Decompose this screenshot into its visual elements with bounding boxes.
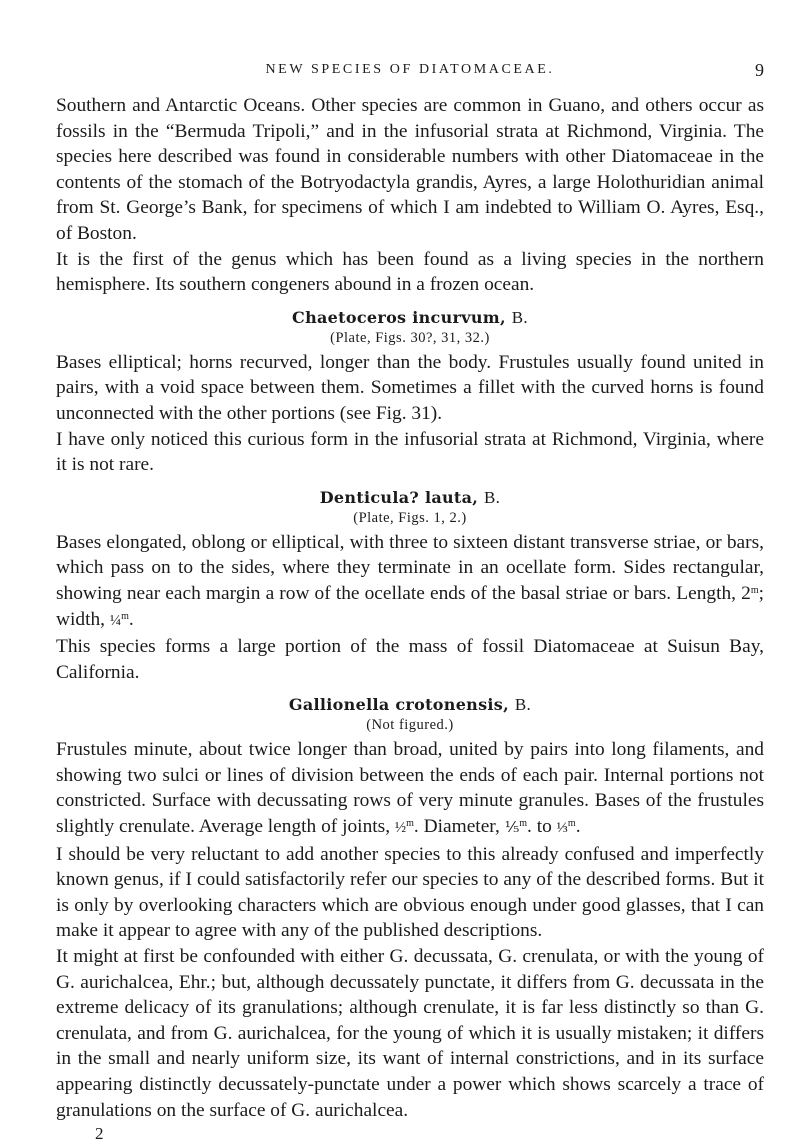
chaetoceros-paragraph-1: Bases elliptical; horns recurved, longer than the body. Frustules usually found united in pairs, with a void space between them. Sometimes a fillet with the curved horns is found unconnected with the other portions (see Fig. 31). [56,351,764,424]
body-text [56,93,764,1145]
chaetoceros-paragraph-2: I have only noticed this curious form in the infusorial strata at Richmond, Virginia, where it is not rare. [56,428,764,476]
plate-reference: (Plate, Figs. 1, 2.) [353,509,467,526]
species-heading-denticula [56,487,764,508]
plate-reference: (Plate, Figs. 30?, 31, 32.) [330,329,490,346]
denticula-paragraph-2: This species forms a large portion of the mass of fossil Diatomaceae at Suisun Bay, California. [56,636,764,683]
page-number: 9 [755,60,764,80]
printer-signature: 2 [95,1124,104,1144]
intro-paragraph-1: Southern and Antarctic Oceans. Other species are common in Guano, and others occur as fossils in the “Bermuda Tripoli,” and in the infusorial strata at Richmond, Virginia. The species here described was found in considerable numbers with other Diatomaceae in the contents of the stomach of the Botryodactyla grandis, Ayres, a large Holothuridian animal from St. George’s Bank, for specimens of which I am indebted to William O. Ayres, Esq., of Boston. [56,95,764,244]
species-author: B. [484,487,501,507]
species-heading-chaetoceros [56,307,764,328]
gallionella-paragraph-1: Frustules minute, about twice longer than broad, united by pairs into long filaments, and showing two sulci or lines of division between the ends of each pair. Internal portions not constricted. Surface with decussating rows of very minute granules. Bases of the frustules slightly crenulate. Average length of joints, ½$^m$. Diameter, ⅕$^m$. to ⅓$^m$. [56,739,764,838]
gallionella-paragraph-2: I should be very reluctant to add another species to this already confused and imperfectly known genus, if I could satisfactorily refer our species to any of the described forms. But it is only by overlooking characters which are obvious enough under good glasses, that I can make it appear to agree with any of the published descriptions. [56,843,764,942]
running-title: NEW SPECIES OF DIATOMACEAE. [265,62,555,77]
species-author: B. [514,695,532,715]
plate-reference: (Not figured.) [366,717,454,734]
species-author: B. [511,307,528,327]
species-heading-gallionella [56,694,764,715]
running-head [56,62,764,86]
intro-paragraph-2: It is the first of the genus which has been found as a living species in the northern hemisphere. Its southern congeners abound in a frozen ocean. [56,248,764,296]
gallionella-paragraph-3: It might at first be confounded with either G. decussata, G. crenulata, or with the young of G. aurichalcea, Ehr.; but, although decussately punctate, it differs from G. decussata in the extreme delicacy of its granulations; although crenulate, it is far less distinctly so than G. crenulata, and from G. aurichalcea, for the young of which it is usually mistaken; it differs in the small and nearly uniform size, its want of internal constrictions, and in its surface appearing distinctly decussately-punctate under a power which shows scarcely a trace of granulations on the surface of G. aurichalcea. [56,946,764,1121]
species-name: Chaetoceros incurvum, [292,307,506,327]
denticula-paragraph-1: Bases elongated, oblong or elliptical, with three to sixteen distant transverse striae, or bars, which pass on to the sides, where they terminate in an ocellate form. Sides rectangular, showing near each margin a row of the ocellate ends of the basal striae or bars. Length, 2$^m$; width, ¼$^m$. [56,531,764,630]
species-name: Denticula? lauta, [319,487,479,507]
species-name: Gallionella crotonensis, [288,695,509,715]
